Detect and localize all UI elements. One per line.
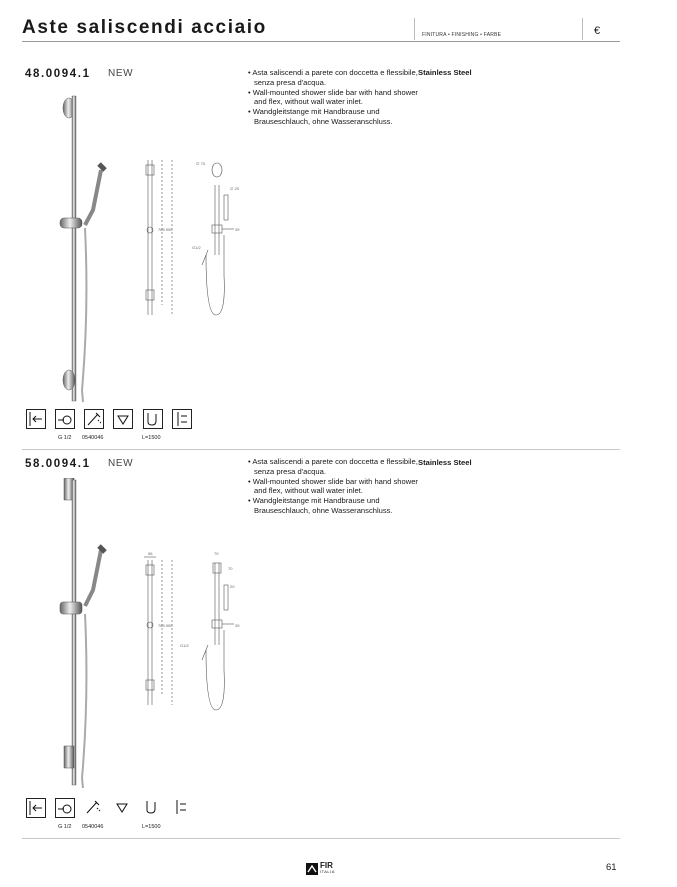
product-photo (55, 90, 115, 408)
thread-size: G 1/2 (58, 824, 72, 830)
description-de: • Wandgleitstange mit Handbrause und Brauseschlauch, ohne Wasseranschluss. (248, 107, 393, 126)
page-title: Aste saliscendi acciaio (22, 17, 267, 38)
dimension-label: G1/2 (180, 643, 189, 648)
dimension-label: 39 (235, 227, 240, 232)
dimension-label: ∅ 20 (230, 186, 240, 191)
new-badge: NEW (108, 458, 134, 469)
currency-label: € (594, 25, 601, 37)
product-description (248, 68, 418, 127)
hand-shower-icon (84, 798, 104, 818)
hose-length: L=1500 (142, 435, 161, 441)
description-de: • Wandgleitstange mit Handbrause und Brauseschlauch, ohne Wasseranschluss. (248, 496, 393, 515)
technical-drawing (136, 155, 256, 325)
description-en: • Wall-mounted shower slide bar with hand shower and flex, without wall water inlet. (248, 476, 418, 496)
product-description (248, 457, 418, 516)
dimension-label: 765 900 (158, 227, 173, 232)
dimension-label: 56 (148, 551, 153, 556)
logo-mark-icon (306, 863, 318, 875)
hose-icon (143, 409, 163, 429)
dimension-label: 39 (235, 623, 240, 628)
hose-length: L=1500 (142, 824, 161, 830)
dimension-label: 765 900 (158, 623, 173, 628)
section-divider (22, 449, 620, 450)
finish-name: Stainless Steel (418, 458, 472, 467)
dimension-label: ∅ 70 (196, 161, 206, 166)
page-number: 61 (606, 862, 617, 873)
hand-shower-icon (84, 409, 104, 429)
finish-name: Stainless Steel (418, 68, 472, 77)
dimension-label: G1/2 (192, 245, 201, 250)
finish-column-label: FINITURA • FINISHING • FARBE (422, 32, 502, 38)
dimension-label: 20 (230, 584, 235, 589)
technical-drawing (136, 545, 256, 715)
header-divider (414, 18, 415, 40)
product-code: 48.0094.1 (25, 68, 91, 80)
new-badge: NEW (108, 68, 134, 79)
dimension-label: 70 (214, 551, 219, 556)
brand-logo (306, 863, 335, 875)
wall-mount-icon (26, 409, 46, 429)
product-photo (55, 478, 115, 793)
product-code: 58.0094.1 (25, 458, 91, 470)
spray-icon (113, 798, 133, 818)
hose-code: 0540046 (82, 435, 104, 441)
wall-mount-icon (26, 798, 46, 818)
connection-icon (55, 798, 75, 818)
header-divider (582, 18, 583, 40)
header-rule (22, 41, 620, 42)
connection-icon (55, 409, 75, 429)
section-divider (22, 838, 620, 839)
description-en: • Wall-mounted shower slide bar with hand shower and flex, without wall water inlet. (248, 87, 418, 107)
dimension-label: 70 (228, 566, 233, 571)
thread-size: G 1/2 (58, 435, 72, 441)
spray-icon (113, 409, 133, 429)
description-it: • Asta saliscendi a parete con doccetta e flessibile, senza presa d'acqua. (248, 457, 418, 476)
slide-bar-icon (172, 409, 192, 429)
description-it: • Asta saliscendi a parete con doccetta e flessibile, senza presa d'acqua. (248, 68, 418, 87)
slide-bar-icon (172, 798, 192, 818)
hose-icon (143, 798, 163, 818)
brand-subtitle: ITALIA (320, 869, 335, 874)
hose-code: 0540046 (82, 824, 104, 830)
brand-name: FIR (320, 861, 333, 870)
